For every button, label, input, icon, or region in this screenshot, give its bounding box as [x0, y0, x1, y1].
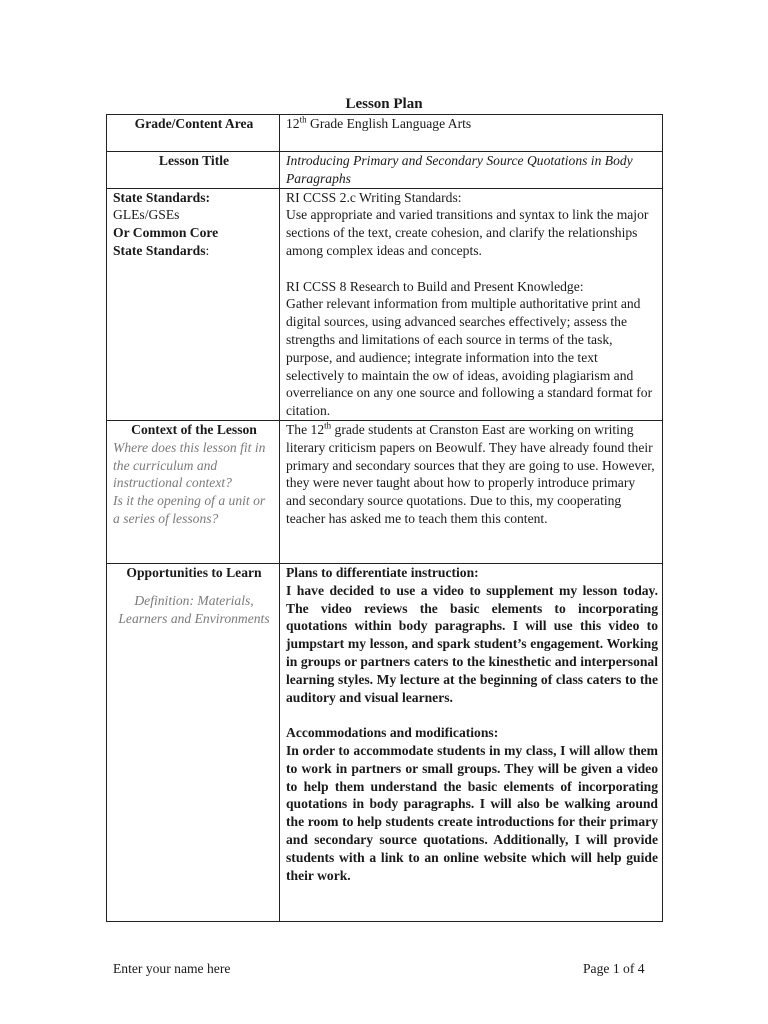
context-label: Context of the Lesson — [131, 421, 257, 437]
standard1-text: Use appropriate and varied transitions and syntax to link the major sections of the text, create cohesion, and clarify the relationships among complex ideas and concepts. — [286, 207, 649, 258]
footer-author: Enter your name here — [113, 961, 231, 976]
lesson-plan-table — [106, 114, 663, 922]
context-text-start: The 12 — [286, 421, 325, 437]
context-text-rest: grade students at Cranston East are working on writing literary criticism papers on Beowulf. They have already found their primary and secondary sources that they are going to use. However, they were never taught about how to properly introduce primary and secondary source quotations. Due to this, my cooperating teacher has asked me to teach them this content. — [286, 421, 655, 526]
standard2-text: Gather relevant information from multiple authoritative print and digital sources, using advanced searches effectively; assess the strengths and limitations of each source in terms of the task, purpose, and audience; integrate information into the text selectively to maintain the ow of ideas, avoiding plagiarism and overreliance on any one source and following a standard format for citation. — [286, 296, 653, 419]
grade-text: Grade English Language Arts — [306, 116, 472, 131]
table-row-context — [107, 420, 663, 563]
accommodations-text: In order to accommodate students in my class, I will allow them to work in partners or small groups. They will be given a video to help them understand the basic elements of incorporating quotations in body paragraphs. I will also be walking around the room to help students create introductions for their primary and secondary source quotations. Additionally, I will provide students with a link to an online website which will help guide their work. — [286, 742, 658, 883]
standards-label-line4-text: State Standards — [113, 242, 206, 258]
footer-page-number: Page 1 of 4 — [583, 961, 645, 976]
grade-superscript: th — [299, 114, 307, 125]
standards-label-line2: GLEs/GSEs — [113, 207, 180, 223]
accommodations-heading: Accommodations and modifications: — [286, 725, 499, 741]
standards-label-line4 — [113, 242, 275, 260]
table-row-standards — [107, 188, 663, 420]
lesson-title-value: Introducing Primary and Secondary Source Quotations in Body Paragraphs — [280, 152, 663, 189]
opportunities-definition: Definition: Materials, Learners and Environments — [118, 592, 270, 626]
standards-label-line1: State Standards: — [113, 189, 211, 205]
grade-value — [280, 115, 663, 152]
table-row-opportunities — [107, 563, 663, 921]
opportunities-label: Opportunities to Learn — [126, 564, 262, 580]
opportunities-label-cell — [107, 563, 280, 921]
lesson-title-label: Lesson Title — [107, 152, 280, 189]
differentiate-heading: Plans to differentiate instruction: — [286, 564, 479, 580]
context-label-cell — [107, 420, 280, 563]
page-title: Lesson Plan — [345, 96, 423, 112]
context-prompt-2: Is it the opening of a unit or a series of lessons? — [113, 493, 266, 526]
differentiate-text: I have decided to use a video to supplement my lesson today. The video reviews the basic elements to incorporating quotations within body paragraphs. I will use this video to jumpstart my lesson, and spark student’s engagement. Working in groups or partners caters to the kinesthetic and interpersonal learning styles. My lecture at the beginning of class caters to the auditory and visual learners. — [286, 582, 658, 705]
grade-label: Grade/Content Area — [107, 115, 280, 152]
opportunities-value — [280, 563, 663, 921]
standards-label-line3: Or Common Core — [113, 225, 219, 241]
standards-value — [280, 188, 663, 420]
standards-label-line4-suffix: : — [205, 242, 210, 258]
table-row-lesson-title — [107, 152, 663, 189]
context-superscript: th — [324, 420, 332, 431]
standard1-heading: RI CCSS 2.c Writing Standards: — [286, 189, 462, 205]
standard2-heading: RI CCSS 8 Research to Build and Present Knowledge: — [286, 278, 584, 294]
standards-label — [107, 188, 280, 420]
table-row-grade — [107, 115, 663, 152]
context-prompt-1: Where does this lesson fit in the curriculum and instructional context? — [113, 439, 266, 491]
grade-number: 12 — [286, 116, 300, 131]
context-value — [280, 420, 663, 563]
